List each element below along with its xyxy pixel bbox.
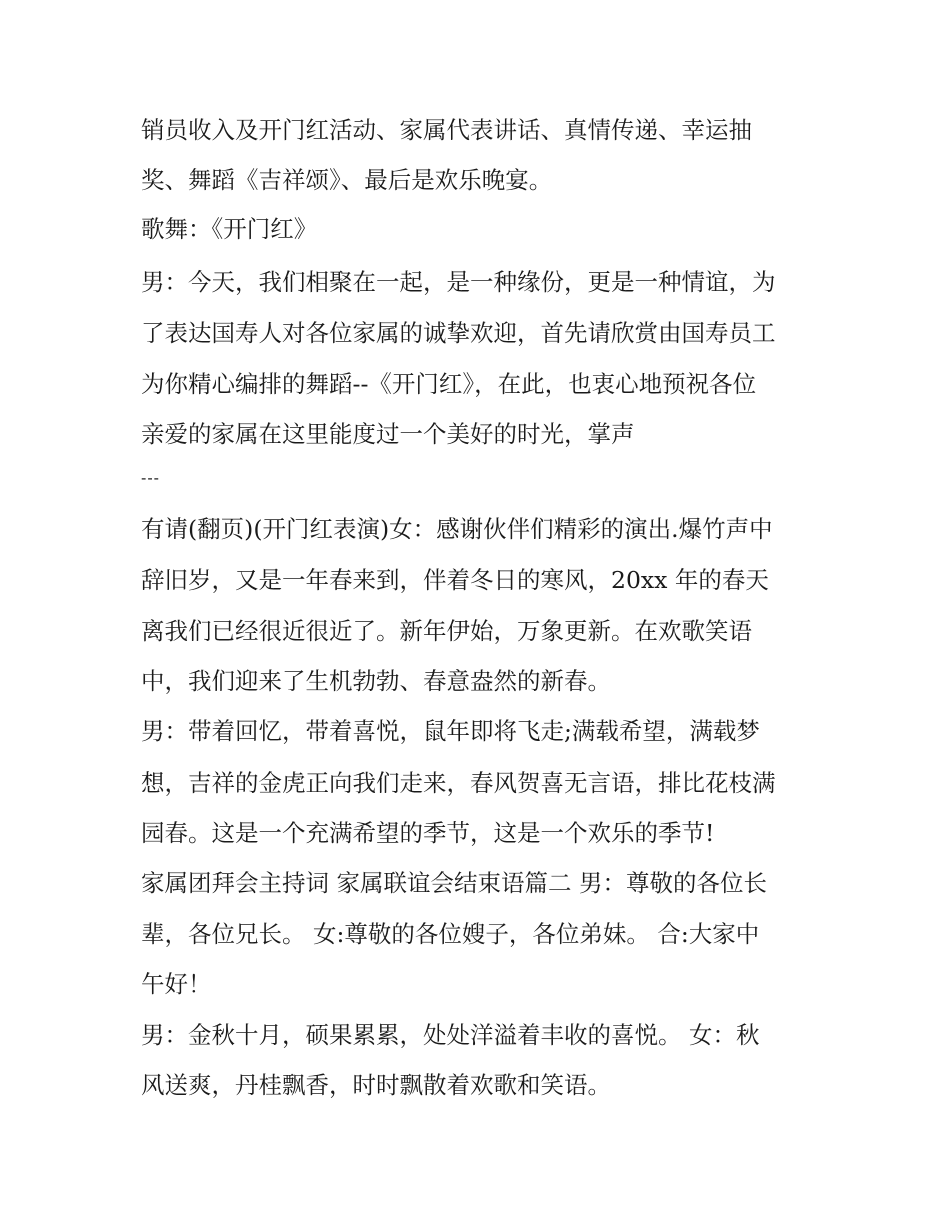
section-heading: 歌舞：《开门红》 [141,215,318,243]
text-line: 男：带着回忆，带着喜悦，鼠年即将飞走;满载希望，满载梦 [141,717,760,745]
text-line: 男：金秋十月，硕果累累，处处洋溢着丰收的喜悦。 女：秋 [141,1021,760,1049]
text-line: 亲爱的家属在这里能度过一个美好的时光，掌声 [141,420,635,448]
text-line: 为你精心编排的舞蹈--《开门红》，在此，也衷心地预祝各位 [141,370,757,398]
text-line: 风送爽，丹桂飘香，时时飘散着欢歌和笑语。 [141,1071,611,1099]
text-line: 中，我们迎来了生机勃勃、春意盎然的新春。 [141,667,611,695]
text-line: 辞旧岁，又是一年春来到，伴着冬日的寒风，20xx 年的春天 [141,566,769,594]
text-line: 辈，各位兄长。 女:尊敬的各位嫂子，各位弟妹。 合:大家中 [141,920,760,948]
text-line: 奖、舞蹈《吉祥颂》、最后是欢乐晚宴。 [141,166,553,194]
text-line: 有请(翻页)(开门红表演)女：感谢伙伴们精彩的演出.爆竹声中 [141,515,773,543]
text-line: 离我们已经很近很近了。新年伊始，万象更新。在欢歌笑语 [141,617,752,645]
text-line: 园春。这是一个充满希望的季节，这是一个欢乐的季节! [141,819,715,847]
text-line: 午好！ [141,970,212,998]
text-line: 销员收入及开门红活动、家属代表讲话、真情传递、幸运抽 [141,116,752,144]
text-line: 想，吉祥的金虎正向我们走来，春风贺喜无言语，排比花枝满 [141,769,776,797]
text-line: 男：今天，我们相聚在一起，是一种缘份，更是一种情谊，为 [141,268,776,296]
text-line: 了表达国寿人对各位家属的诚挚欢迎，首先请欣赏由国寿员工 [141,319,776,347]
text-line: 家属团拜会主持词 家属联谊会结束语篇二 男：尊敬的各位长 [141,869,767,897]
separator: --- [141,470,160,487]
